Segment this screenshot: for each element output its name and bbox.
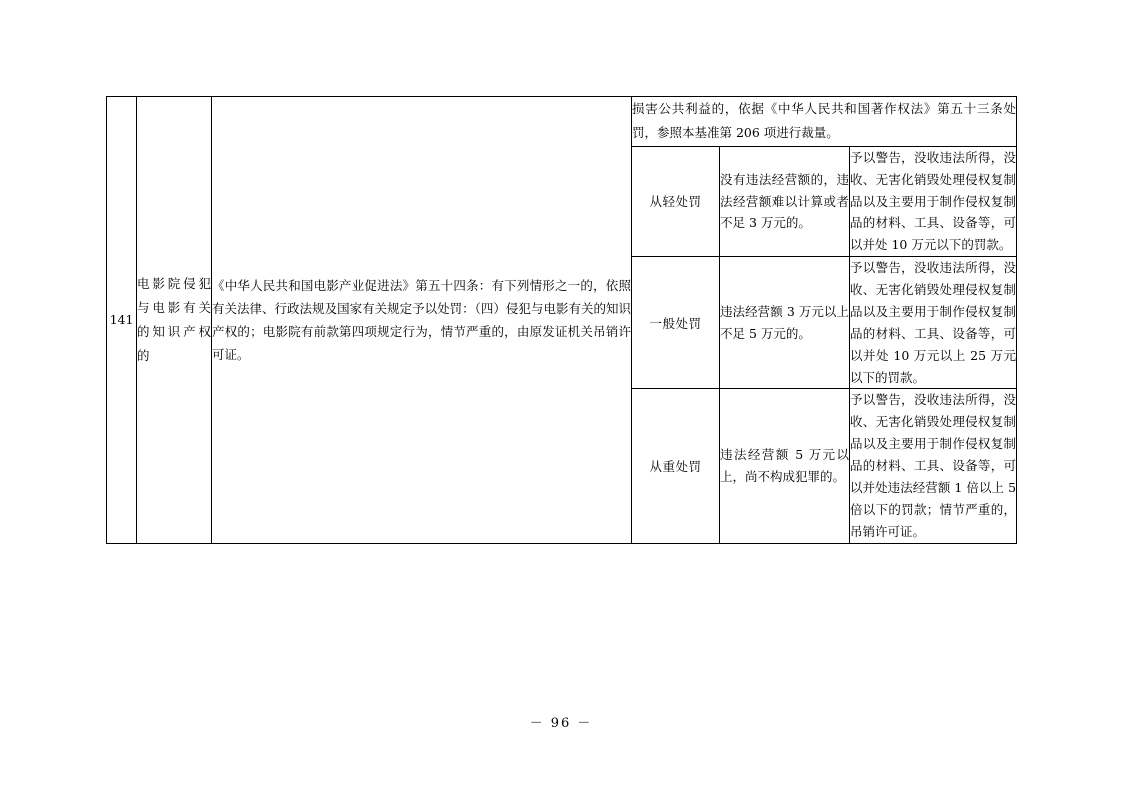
penalty-condition-cell: 违法经营额 5 万元以上，尚不构成犯罪的。 bbox=[720, 389, 850, 543]
legal-basis-cell: 《中华人民共和国电影产业促进法》第五十四条：有下列情形之一的，依照有关法律、行政法规及国家有关规定予以处罚：（四）侵犯与电影有关的知识产权的；电影院有前款第四项规定行为，情节严重的，由原发证机关吊销许可证。 bbox=[212, 97, 632, 544]
penalty-level-label: 从轻处罚 bbox=[632, 146, 720, 256]
penalty-result-cell: 予以警告，没收违法所得，没收、无害化销毁处理侵权复制品以及主要用于制作侵权复制品的材料、工具、设备等，可以并处 10 万元以上 25 万元以下的罚款。 bbox=[850, 257, 1017, 389]
penalty-level-label: 从重处罚 bbox=[632, 389, 720, 543]
penalty-condition-cell: 没有违法经营额的，违法经营额难以计算或者不足 3 万元的。 bbox=[720, 146, 850, 256]
reference-note-cell: 损害公共利益的，依据《中华人民共和国著作权法》第五十三条处罚，参照本基准第 206 项进行裁量。 bbox=[632, 97, 1017, 147]
page-number: － 96 － bbox=[529, 716, 593, 731]
penalty-result-cell: 予以警告，没收违法所得，没收、无害化销毁处理侵权复制品以及主要用于制作侵权复制品的材料、工具、设备等，可以并处 10 万元以下的罚款。 bbox=[850, 146, 1017, 256]
penalty-result-cell: 予以警告，没收违法所得，没收、无害化销毁处理侵权复制品以及主要用于制作侵权复制品的材料、工具、设备等，可以并处违法经营额 1 倍以上 5 倍以下的罚款；情节严重的，吊销许可证。 bbox=[850, 389, 1017, 543]
table-row bbox=[107, 97, 1017, 147]
penalty-discretion-table bbox=[106, 96, 1017, 544]
penalty-condition-cell: 违法经营额 3 万元以上不足 5 万元的。 bbox=[720, 257, 850, 389]
row-index-cell: 141 bbox=[107, 97, 137, 544]
violation-item-cell: 电影院侵犯与电影有关的知识产权的 bbox=[137, 97, 212, 544]
penalty-level-label: 一般处罚 bbox=[632, 257, 720, 389]
